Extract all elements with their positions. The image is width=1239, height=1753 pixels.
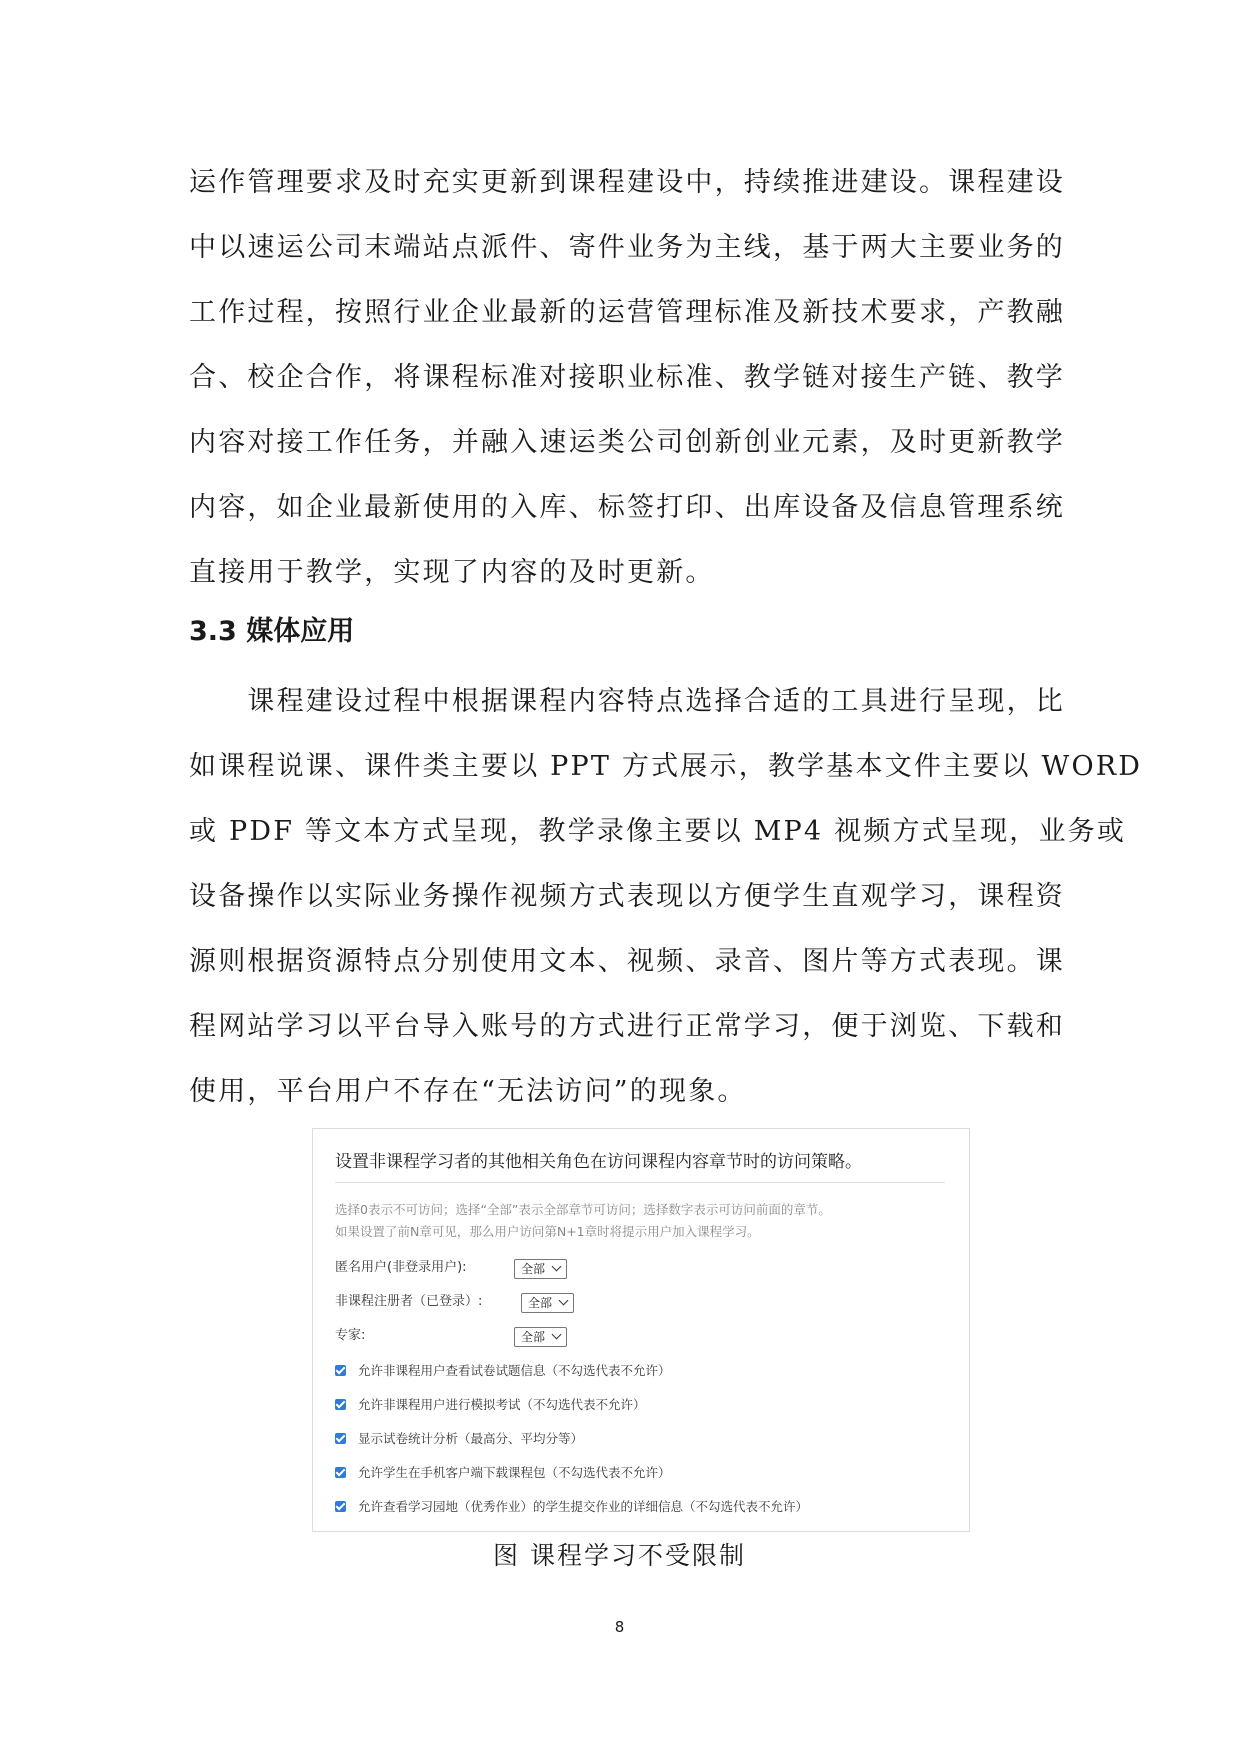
setting-row-anonymous bbox=[335, 1257, 546, 1279]
checkbox-row[interactable] bbox=[335, 1395, 646, 1415]
checkbox-checked-icon[interactable] bbox=[335, 1467, 346, 1478]
setting-row-non-registered bbox=[335, 1291, 553, 1313]
checkbox-row[interactable] bbox=[335, 1463, 671, 1483]
checkbox-checked-icon[interactable] bbox=[335, 1433, 346, 1444]
checkbox-checked-icon[interactable] bbox=[335, 1365, 346, 1376]
paragraph-line: 中以速运公司末端站点派件、寄件业务为主线，基于两大主要业务的 bbox=[189, 232, 1065, 263]
figure-note bbox=[335, 1199, 831, 1243]
figure-title: 设置非课程学习者的其他相关角色在访问课程内容章节时的访问策略。 bbox=[335, 1147, 945, 1183]
paragraph-line: 使用，平台用户不存在“无法访问”的现象。 bbox=[189, 1076, 747, 1107]
paragraph-line: 或 PDF 等文本方式呈现，教学录像主要以 MP4 视频方式呈现，业务或 bbox=[189, 816, 1127, 847]
chevron-down-icon bbox=[559, 1296, 569, 1306]
paragraph-line: 设备操作以实际业务操作视频方式表现以方便学生直观学习，课程资 bbox=[189, 881, 1065, 912]
note-line: 如果设置了前N章可见，那么用户访问第N+1章时将提示用户加入课程学习。 bbox=[335, 1224, 760, 1239]
setting-label: 匿名用户(非登录用户): bbox=[335, 1260, 467, 1275]
note-line: 选择0表示不可访问；选择“全部”表示全部章节可访问；选择数字表示可访问前面的章节。 bbox=[335, 1202, 831, 1217]
select-value: 全部 bbox=[521, 1330, 546, 1344]
page-number: 8 bbox=[614, 1618, 625, 1636]
checkbox-label: 允许学生在手机客户端下载课程包（不勾选代表不允许） bbox=[358, 1465, 671, 1480]
paragraph-line: 工作过程，按照行业企业最新的运营管理标准及新技术要求，产教融 bbox=[189, 297, 1065, 328]
paragraph-line: 内容对接工作任务，并融入速运类公司创新创业元素，及时更新教学 bbox=[189, 427, 1065, 458]
paragraph-line: 课程建设过程中根据课程内容特点选择合适的工具进行呈现，比 bbox=[189, 686, 1065, 717]
setting-label: 专家: bbox=[335, 1328, 366, 1343]
checkbox-row[interactable] bbox=[335, 1497, 808, 1517]
select-value: 全部 bbox=[521, 1262, 546, 1276]
access-select-anonymous[interactable] bbox=[514, 1259, 567, 1279]
access-select-non-registered[interactable] bbox=[521, 1293, 574, 1313]
chevron-down-icon bbox=[552, 1330, 562, 1340]
checkbox-row[interactable] bbox=[335, 1429, 583, 1449]
checkbox-checked-icon[interactable] bbox=[335, 1399, 346, 1410]
access-select-expert[interactable] bbox=[514, 1327, 567, 1347]
paragraph-line: 内容，如企业最新使用的入库、标签打印、出库设备及信息管理系统 bbox=[189, 492, 1065, 523]
paragraph-line: 程网站学习以平台导入账号的方式进行正常学习，便于浏览、下载和 bbox=[189, 1011, 1065, 1042]
figure-caption: 图 课程学习不受限制 bbox=[493, 1541, 746, 1570]
checkbox-checked-icon[interactable] bbox=[335, 1501, 346, 1512]
checkbox-row[interactable] bbox=[335, 1361, 671, 1381]
checkbox-label: 允许查看学习园地（优秀作业）的学生提交作业的详细信息（不勾选代表不允许） bbox=[358, 1499, 809, 1514]
setting-row-expert bbox=[335, 1325, 546, 1347]
checkbox-label: 显示试卷统计分析（最高分、平均分等） bbox=[358, 1431, 584, 1446]
chevron-down-icon bbox=[552, 1262, 562, 1272]
settings-screenshot-figure bbox=[312, 1128, 970, 1532]
select-value: 全部 bbox=[528, 1296, 553, 1310]
paragraph-1 bbox=[189, 150, 1065, 605]
paragraph-line: 合、校企合作，将课程标准对接职业标准、教学链对接生产链、教学 bbox=[189, 362, 1065, 393]
checkbox-label: 允许非课程用户查看试卷试题信息（不勾选代表不允许） bbox=[358, 1363, 671, 1378]
paragraph-line: 直接用于教学，实现了内容的及时更新。 bbox=[189, 557, 715, 588]
paragraph-2 bbox=[189, 669, 1143, 1124]
paragraph-line: 运作管理要求及时充实更新到课程建设中，持续推进建设。课程建设 bbox=[189, 167, 1065, 198]
checkbox-label: 允许非课程用户进行模拟考试（不勾选代表不允许） bbox=[358, 1397, 646, 1412]
paragraph-line: 源则根据资源特点分别使用文本、视频、录音、图片等方式表现。课 bbox=[189, 946, 1065, 977]
section-heading: 3.3 媒体应用 bbox=[189, 616, 355, 647]
paragraph-line: 如课程说课、课件类主要以 PPT 方式展示，教学基本文件主要以 WORD bbox=[189, 751, 1143, 782]
setting-label: 非课程注册者（已登录）: bbox=[335, 1294, 483, 1309]
